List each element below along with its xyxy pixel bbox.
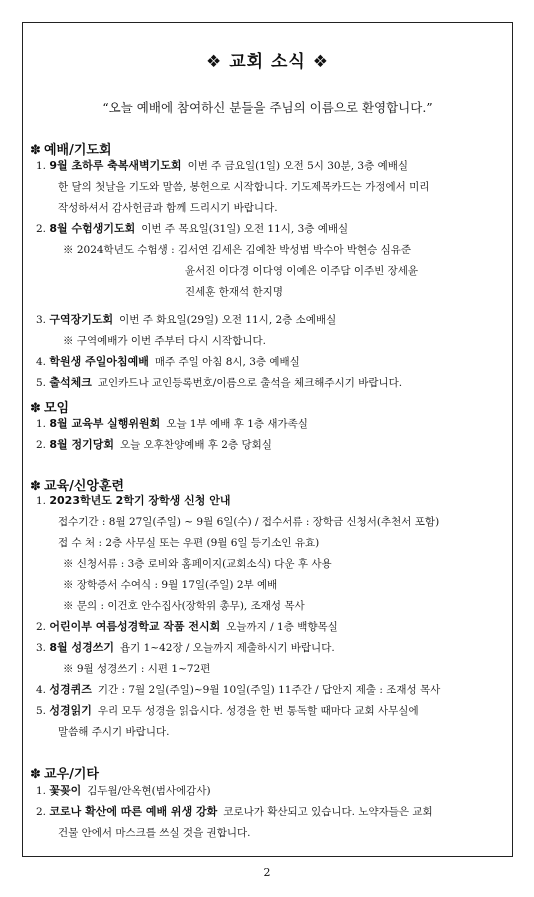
item-text: ※ 구역예배가 이번 주부터 다시 시작합니다. bbox=[63, 335, 266, 347]
item-text: 오늘 오후찬양예배 후 2층 당회실 bbox=[119, 439, 272, 451]
item-text: 접 수 처 : 2층 사무실 또는 우편 (9월 6일 등기소인 유효) bbox=[58, 537, 320, 549]
item-title: 출석체크 bbox=[49, 376, 92, 389]
item-title: 9월 초하루 축복새벽기도회 bbox=[49, 159, 182, 172]
item-number: 1. bbox=[36, 160, 50, 172]
star-icon: ✽ bbox=[30, 479, 41, 494]
item-text: 기간 : 7월 2일(주일)~9월 10일(주일) 11주간 / 답안지 제출 : 조재성 목사 bbox=[97, 684, 441, 696]
item-number: 2. bbox=[36, 621, 50, 633]
item-number: 2. bbox=[36, 439, 50, 451]
page-number: 2 bbox=[263, 866, 271, 879]
item-text: 오늘 1부 예배 후 1층 새가족실 bbox=[166, 418, 308, 430]
item-text: 매주 주일 아침 8시, 3층 예배실 bbox=[154, 356, 300, 368]
news-line bbox=[36, 159, 408, 173]
news-line bbox=[58, 201, 278, 215]
item-title: 성경퀴즈 bbox=[49, 683, 92, 696]
news-line bbox=[58, 515, 439, 529]
item-title: 2023학년도 2학기 장학생 신청 안내 bbox=[49, 494, 231, 507]
item-title: 어린이부 여름성경학교 작품 전시회 bbox=[49, 620, 221, 633]
bulletin-frame bbox=[22, 22, 513, 857]
page-title: ❖ 교회 소식 ❖ bbox=[206, 52, 329, 72]
item-text: 욥기 1~42장 / 오늘까지 제출하시기 바랍니다. bbox=[119, 642, 335, 654]
item-text: 건물 안에서 마스크를 쓰실 것을 권합니다. bbox=[58, 827, 251, 839]
news-line bbox=[58, 536, 319, 550]
news-line bbox=[63, 599, 305, 613]
item-text: ※ 문의 : 이건호 안수집사(장학위 총무), 조재성 목사 bbox=[63, 600, 305, 612]
item-text: 접수기간 : 8월 27일(주일) ~ 9월 6일(수) / 접수서류 : 장학금 신청서(추천서 포함) bbox=[58, 516, 440, 528]
item-title: 구역장기도회 bbox=[49, 313, 114, 326]
news-line bbox=[185, 264, 418, 278]
item-text: 한 달의 첫날을 기도와 말씀, 봉헌으로 시작합니다. 기도제목카드는 가정에서 미리 bbox=[58, 181, 430, 193]
item-text: 우리 모두 성경을 읽읍시다. 성경을 한 번 통독할 때마다 교회 사무실에 bbox=[97, 705, 419, 717]
item-title: 8월 성경쓰기 bbox=[49, 641, 114, 654]
section-heading-label: 모임 bbox=[44, 401, 70, 416]
item-text: 윤서진 이다경 이다영 이예은 이주담 이주빈 장세윤 bbox=[185, 265, 419, 277]
news-line bbox=[63, 243, 411, 257]
news-line bbox=[36, 355, 300, 369]
item-title: 코로나 확산에 따른 예배 위생 강화 bbox=[49, 805, 218, 818]
item-text: ※ 9월 성경쓰기 : 시편 1~72편 bbox=[63, 663, 211, 675]
section-heading-worship bbox=[30, 139, 112, 158]
section-heading-label: 교육/신앙훈련 bbox=[44, 479, 125, 494]
news-line bbox=[36, 784, 211, 798]
item-text: 이번 주 목요일(31일) 오전 11시, 3층 예배실 bbox=[141, 223, 349, 235]
section-heading-label: 예배/기도회 bbox=[44, 143, 112, 158]
star-icon: ✽ bbox=[30, 143, 41, 158]
news-line bbox=[58, 725, 169, 739]
news-line bbox=[63, 334, 266, 348]
news-line bbox=[63, 578, 277, 592]
item-text: 진세훈 한재석 한지명 bbox=[185, 286, 283, 298]
item-number: 4. bbox=[36, 356, 50, 368]
star-icon: ✽ bbox=[30, 767, 41, 782]
item-title: 8월 정기당회 bbox=[49, 438, 114, 451]
news-line bbox=[36, 683, 440, 697]
item-title: 학원생 주일아침예배 bbox=[49, 355, 149, 368]
item-title: 8월 수험생기도회 bbox=[49, 222, 136, 235]
item-text: ※ 신청서류 : 3층 로비와 홈페이지(교회소식) 다운 후 사용 bbox=[63, 558, 332, 570]
news-line bbox=[58, 826, 250, 840]
item-number: 1. bbox=[36, 785, 50, 797]
news-line bbox=[36, 641, 335, 655]
item-text: 작성하셔서 감사헌금과 함께 드리시기 바랍니다. bbox=[58, 202, 278, 214]
item-number: 1. bbox=[36, 495, 50, 507]
item-title: 8월 교육부 실행위원회 bbox=[49, 417, 161, 430]
news-line bbox=[36, 222, 348, 236]
item-title: 꽃꽂이 bbox=[49, 784, 82, 797]
item-title: 성경읽기 bbox=[49, 704, 92, 717]
news-line bbox=[36, 376, 402, 390]
news-line bbox=[185, 285, 283, 299]
news-line bbox=[36, 494, 236, 508]
item-text: 코로나가 확산되고 있습니다. 노약자들은 교회 bbox=[223, 806, 433, 818]
item-text: 김두월/안옥현(범사에감사) bbox=[87, 785, 211, 797]
news-line bbox=[36, 438, 272, 452]
section-heading-meeting bbox=[30, 397, 69, 416]
item-number: 2. bbox=[36, 223, 50, 235]
item-text: 이번 주 금요일(1일) 오전 5시 30분, 3층 예배실 bbox=[187, 160, 409, 172]
news-line bbox=[63, 557, 332, 571]
item-number: 3. bbox=[36, 314, 50, 326]
news-line bbox=[36, 313, 336, 327]
greeting-text: “오늘 예배에 참여하신 분들을 주님의 이름으로 환영합니다.” bbox=[102, 100, 433, 115]
item-text: 말씀해 주시기 바랍니다. bbox=[58, 726, 170, 738]
item-text: 오늘까지 / 1층 백향목실 bbox=[226, 621, 338, 633]
news-line bbox=[36, 417, 308, 431]
star-icon: ✽ bbox=[30, 401, 41, 416]
news-line bbox=[36, 620, 338, 634]
news-line bbox=[63, 662, 210, 676]
section-heading-education bbox=[30, 475, 124, 494]
item-number: 5. bbox=[36, 377, 50, 389]
item-text: 이번 주 화요일(29일) 오전 11시, 2층 소예배실 bbox=[119, 314, 337, 326]
news-line bbox=[58, 180, 429, 194]
item-number: 2. bbox=[36, 806, 50, 818]
item-number: 4. bbox=[36, 684, 50, 696]
item-number: 1. bbox=[36, 418, 50, 430]
item-text: 교인카드나 교인등록번호/이름으로 출석을 체크해주시기 바랍니다. bbox=[97, 377, 403, 389]
news-line bbox=[36, 805, 433, 819]
item-text: ※ 2024학년도 수험생 : 김서연 김세은 김예찬 박성범 박수아 박현승 심유준 bbox=[63, 244, 411, 256]
section-heading-label: 교우/기타 bbox=[44, 767, 99, 782]
news-line bbox=[36, 704, 419, 718]
item-number: 5. bbox=[36, 705, 50, 717]
item-number: 3. bbox=[36, 642, 50, 654]
item-text: ※ 장학증서 수여식 : 9월 17일(주일) 2부 예배 bbox=[63, 579, 278, 591]
section-heading-members bbox=[30, 763, 99, 782]
